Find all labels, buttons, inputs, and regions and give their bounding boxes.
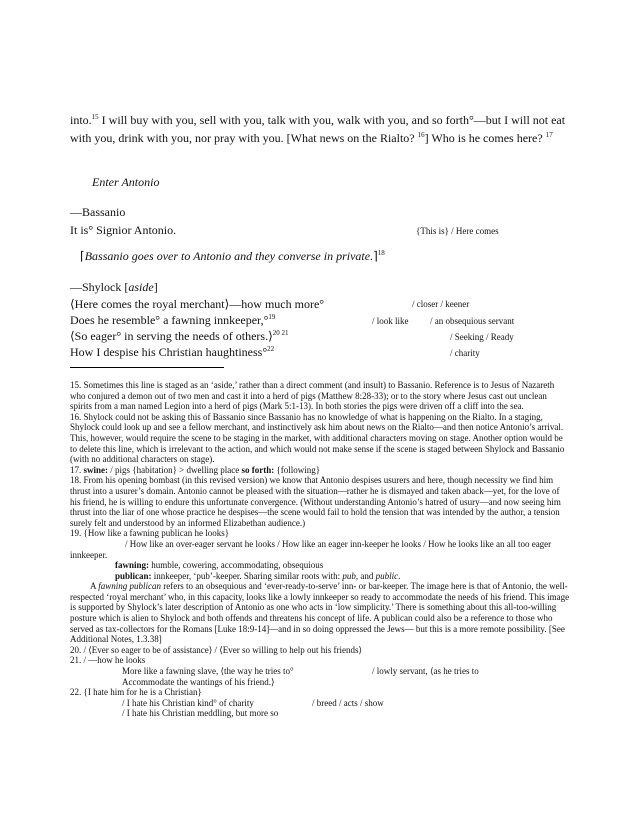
verse-line — [70, 329, 289, 344]
stage-direction-text: Bassanio goes over to Antonio and they converse in private. — [84, 249, 374, 263]
footnote-text: / pigs {habitation} > dwelling place — [108, 464, 242, 475]
aside-text: aside — [128, 280, 154, 294]
verse-line: It is° Signior Antonio. — [70, 223, 177, 237]
footnote-17 — [70, 465, 570, 476]
term-label: so forth: — [241, 464, 275, 475]
footnote-text: humble, cowering, accommodating, obsequious — [149, 560, 324, 571]
term-label: publican: — [115, 570, 152, 581]
bracket-close: ⌉ — [373, 249, 378, 263]
footnote-19-head: 19. {How like a fawning publican he looks} — [70, 528, 230, 539]
footnote-text: innkeeper, ‘pub’-keeper. Sharing similar roots with: — [151, 570, 343, 581]
footnote-ref[interactable]: 20 21 — [272, 329, 289, 337]
gloss-text: / closer / keener — [412, 299, 470, 309]
term-label: fawning: — [115, 560, 150, 571]
footnote-18: 18. From his opening bombast (in this revised version) we know that Antonio despises usurers and here, though necessity we find him thrust into a usurer’s domain. Antonio cannot be pleased with the situation—rather he is dismayed and taken aback—yet, for the love of his friend, he is willing to endure this unfortunate convergence. (Without understanding Antonio’s hatred of usury—and now seeing him thrust into the liar of one whose practice he despises—the scene would fail to hold the tension that was intended by the author, a tension surely felt and understood by an informed Elizabethan audience.) — [70, 475, 561, 528]
footnote-15: 15. Sometimes this line is staged as an ‘aside,’ rather than a direct comment (and insult) to Bassanio. Reference is to Jesus of Nazareth who conjured a demon out of two men and cast it into a herd of pigs (Matthew 8:28-33); or to the story where Jesus cast out unclean spirits from a man named Legion into a herd of pigs (Mark 5:1-13). In both stories the pigs were driven off a cliff into the sea. — [70, 380, 555, 412]
footnote-19-fawning — [70, 560, 570, 571]
footnote-22-line — [70, 698, 570, 709]
footnote-21: 21. / —how he looks — [70, 655, 146, 666]
footnote-text: {following} — [274, 464, 321, 475]
verse-line: ⟨Here comes the royal merchant⟩—how much more° — [70, 297, 325, 311]
gloss-text: {This is} / Here comes — [416, 226, 499, 236]
footnote-text: A — [90, 581, 99, 592]
gloss-text: / Seeking / Ready — [450, 332, 514, 342]
verse-line — [70, 313, 275, 328]
paragraph-text: ] Who is he comes here? — [424, 131, 546, 145]
footnote-20: 20. / ⟨Ever so eager to be of assistance⟩ / ⟨Ever so willing to help out his friends⟩ — [70, 644, 362, 655]
footnote-text: / How like an over-eager servant he looks / How like an eager inn-keeper he looks / How he looks like an all too eager innkeeper. — [70, 538, 552, 560]
term-label: swine: — [83, 464, 108, 475]
paragraph-text: I will buy with you, sell with you, talk with you, walk with you, and so forth°—but I will not eat with you, drink with you, nor pray with you. [What news on the Rialto? — [70, 113, 566, 145]
footnote-22: 22. {I hate him for he is a Christian} — [70, 687, 202, 698]
verse-text: How I despise his Christian haughtiness° — [70, 345, 268, 359]
footnote-ref[interactable]: 22 — [267, 345, 275, 353]
gloss-text: / charity — [450, 348, 480, 358]
footnote-19-variants — [70, 539, 570, 560]
gloss-text: / lowly servant, ⟨as he tries to — [372, 666, 479, 677]
footnote-text: , and — [355, 570, 376, 581]
footnote-divider — [70, 367, 224, 368]
bracket-open: ⌈ — [80, 249, 85, 263]
speaker-text: —Shylock [ — [70, 280, 129, 294]
footnote-text: More like a fawning slave, ⟨the way he tries to° — [122, 666, 294, 677]
term-italic: fawning publican — [98, 581, 162, 592]
footnote-22-line: / I hate his Christian meddling, but more so — [122, 708, 279, 719]
gloss-text: / an obsequious servant — [430, 316, 515, 326]
footnote-ref[interactable]: 17 — [545, 131, 553, 139]
footnote-number: 17. — [70, 464, 84, 475]
footnote-text: . — [398, 570, 401, 581]
bracket-close: ] — [153, 280, 158, 294]
verse-line — [70, 345, 274, 360]
footnote-text: refers to an obsequious and ‘ever-ready-to-serve’ inn- or bar-keeper. The image here is that of Antonio, the well-respected ‘royal merchant’ who, in this capacity, looks like a lowly innkeeper so ready to accommodate the needs of his friend. This image is supported by Shylock’s later description of Antonio as one who acts in ‘low simplicity.’ There is something about this all-too-willing posture which is alien to Shylock and both offends and threatens his concept of life. A publican could also be a reference to those who served as tax-collectors for the Romans [Luke 18:9-14]—and in so doing oppressed the Jews— but this is a more remote possibility. [See Additional Notes, 1.3.38] — [70, 581, 570, 645]
verse-text: ⟨So eager° in serving the needs of others.⟩ — [70, 329, 273, 343]
footnote-21-line — [70, 666, 570, 677]
footnote-21-line: Accommodate the wantings of his friend.⟩ — [122, 676, 275, 687]
footnotes — [70, 380, 570, 719]
footnote-ref[interactable]: 19 — [268, 313, 276, 321]
gloss-text: / breed / acts / show — [312, 697, 384, 708]
speaker-name: —Bassanio — [70, 205, 126, 219]
gloss-text: / look like — [372, 316, 409, 326]
verse-text: Does he resemble° a fawning innkeeper,° — [70, 313, 269, 327]
stage-direction: Enter Antonio — [92, 175, 160, 189]
term-italic: public — [375, 570, 399, 581]
term-italic: pub — [342, 570, 356, 581]
paragraph-text: into. — [70, 113, 92, 127]
footnote-ref[interactable]: 18 — [377, 249, 385, 257]
footnote-ref[interactable]: 15 — [91, 113, 99, 121]
footnote-text: / I hate his Christian kind° of charity — [122, 697, 254, 708]
footnote-16: 16. Shylock could not be asking this of Bassanio since Bassanio has no knowledge of what is happening on the Rialto. In a staging, Shylock could look up and see a fellow merchant, and instinctively ask him about news on the Rialto—and then notice Antonio’s arrival. This, however, would require the scene to be staging in the market, with additional characters moving on stage. Another option would be to delete this line, which is irrelevant to the action, and which would not make sense if the scene is staged between Shylock and Bassanio (with no additional characters on stage). — [70, 411, 565, 465]
footnote-ref[interactable]: 16 — [417, 131, 425, 139]
dialogue-paragraph — [70, 111, 570, 147]
speaker-name — [70, 280, 158, 295]
stage-direction-bracketed — [80, 249, 385, 264]
footnote-19-publican — [70, 571, 570, 582]
footnote-19-body — [70, 581, 570, 645]
